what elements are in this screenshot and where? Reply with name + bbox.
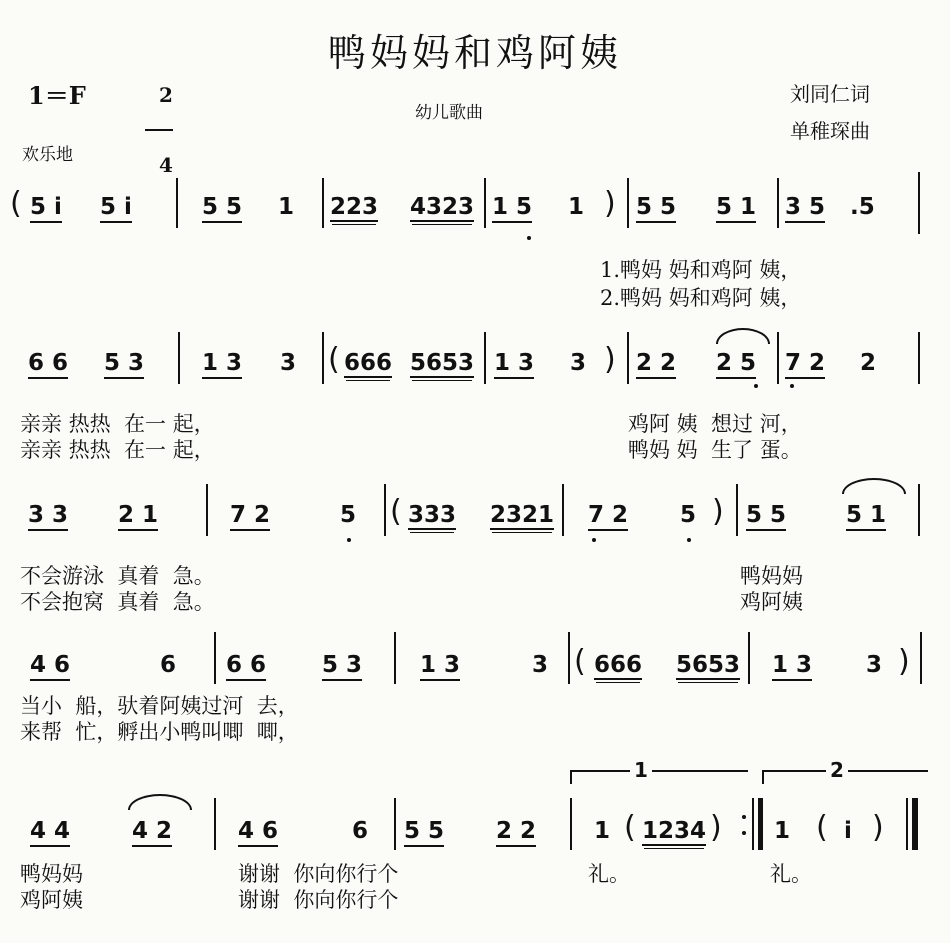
note: 3: [866, 652, 883, 678]
time-signature-bottom: 4: [158, 153, 173, 177]
note-group: 7 2: [785, 350, 825, 379]
note-group: 2 2: [636, 350, 676, 379]
lyrics-verse-2: 鸡阿姨: [20, 888, 83, 912]
close-paren: ): [604, 342, 616, 377]
time-signature-top: 2: [158, 83, 173, 107]
note-group: 1 5: [492, 194, 532, 223]
note-group: 666: [344, 350, 393, 376]
key-signature: 1＝F: [28, 81, 86, 110]
close-paren: ): [712, 494, 724, 529]
note-group: 4 4: [30, 818, 70, 847]
note-group: 6 6: [226, 652, 266, 681]
tempo-marking: 欢乐地: [22, 145, 73, 165]
note-group: 4 2: [132, 818, 172, 847]
volta-bracket-1: [570, 770, 748, 784]
note-group: 4323: [410, 194, 475, 220]
note-group: 1234: [642, 818, 707, 844]
lyrics-verse-1: 鸭妈妈: [740, 564, 803, 588]
close-paren: ): [898, 644, 910, 679]
note: 2: [860, 350, 877, 376]
subtitle: 幼儿歌曲: [415, 103, 483, 123]
note-group: 1 3: [494, 350, 534, 379]
note-group: 5 3: [322, 652, 362, 681]
lyrics-verse-1: 鸡阿 姨 想过 河，: [628, 412, 802, 436]
close-paren: ): [604, 186, 616, 221]
note-group: 5 5: [636, 194, 676, 223]
note-group: 223: [330, 194, 379, 220]
lyrics-verse-2: 亲亲 热热 在一 起，: [20, 438, 215, 462]
lyrics-verse-2: 来帮 忙，孵出小鸭叫唧 唧，: [20, 720, 299, 744]
note: 3: [280, 350, 297, 376]
note-group: 1 3: [202, 350, 242, 379]
note-group: 2 5: [716, 350, 756, 379]
close-paren: ): [710, 810, 722, 845]
note-group: 666: [594, 652, 643, 678]
lyrics-verse-2: 鸡阿姨: [740, 590, 803, 614]
note-group: 2321: [490, 502, 555, 528]
note-group: 3 5: [785, 194, 825, 223]
open-paren: (: [390, 494, 402, 529]
note: .5: [850, 194, 875, 220]
composer: 单稚琛曲: [790, 119, 870, 143]
note-group: 5 5: [746, 502, 786, 531]
lyrics-verse-1: 不会游泳 真着 急。: [20, 564, 215, 588]
lyricist: 刘同仁词: [790, 82, 870, 106]
note-group: 5 1: [716, 194, 756, 223]
time-signature: [145, 62, 173, 176]
note: 1: [774, 818, 791, 844]
note-group: 5 5: [202, 194, 242, 223]
song-title: 鸭妈妈和鸡阿姨: [327, 31, 622, 75]
lyrics-verse-1: 谢谢 你向你行个: [238, 862, 399, 886]
note-group: 5653: [410, 350, 475, 376]
note-group: 1 3: [772, 652, 812, 681]
lyrics-verse-1: 亲亲 热热 在一 起，: [20, 412, 215, 436]
note-group: 4 6: [238, 818, 278, 847]
note-group: 333: [408, 502, 457, 528]
lyrics-verse-2: 不会抱窝 真着 急。: [20, 590, 215, 614]
note-group: 5 1: [846, 502, 886, 531]
lyrics-verse-1: 礼。: [588, 862, 630, 886]
open-paren: (: [816, 810, 828, 845]
note: 1: [278, 194, 295, 220]
note: 5: [340, 502, 357, 528]
note: 3: [532, 652, 549, 678]
lyrics-verse-1: 鸭妈妈: [20, 862, 83, 886]
note-group: 6 6: [28, 350, 68, 379]
volta-number-2: 2: [826, 758, 848, 782]
note: 6: [160, 652, 177, 678]
note-group: 5 5: [404, 818, 444, 847]
note-group: 4 6: [30, 652, 70, 681]
lyrics-verse-2: 谢谢 你向你行个: [238, 888, 399, 912]
open-paren: (: [624, 810, 636, 845]
lyrics-verse-2: 2.鸭妈 妈和鸡阿 姨，: [600, 286, 802, 310]
note-group: 5653: [676, 652, 741, 678]
note-group: 2 1: [118, 502, 158, 531]
note-group: 3 3: [28, 502, 68, 531]
note: i: [844, 818, 852, 844]
note-group: 5 3: [104, 350, 144, 379]
note: 6: [352, 818, 369, 844]
note-group: 5 i: [100, 194, 132, 223]
note: 3: [570, 350, 587, 376]
note-group: 2 2: [496, 818, 536, 847]
lyrics-verse-1: 当小 船，驮着阿姨过河 去，: [20, 694, 299, 718]
lyrics-verse-2: 鸭妈 妈 生了 蛋。: [628, 438, 802, 462]
open-paren: (: [10, 186, 22, 221]
note-group: 5 i: [30, 194, 62, 223]
note-group: 7 2: [230, 502, 270, 531]
volta-number-1: 1: [630, 758, 652, 782]
lyrics-verse-1: 1.鸭妈 妈和鸡阿 姨，: [600, 258, 802, 282]
note: 1: [568, 194, 585, 220]
lyrics-verse-1: 礼。: [770, 862, 812, 886]
open-paren: (: [574, 644, 586, 679]
note-group: 1 3: [420, 652, 460, 681]
open-paren: (: [328, 342, 340, 377]
close-paren: ): [872, 810, 884, 845]
note: 5: [680, 502, 697, 528]
note: 1: [594, 818, 611, 844]
note-group: 7 2: [588, 502, 628, 531]
